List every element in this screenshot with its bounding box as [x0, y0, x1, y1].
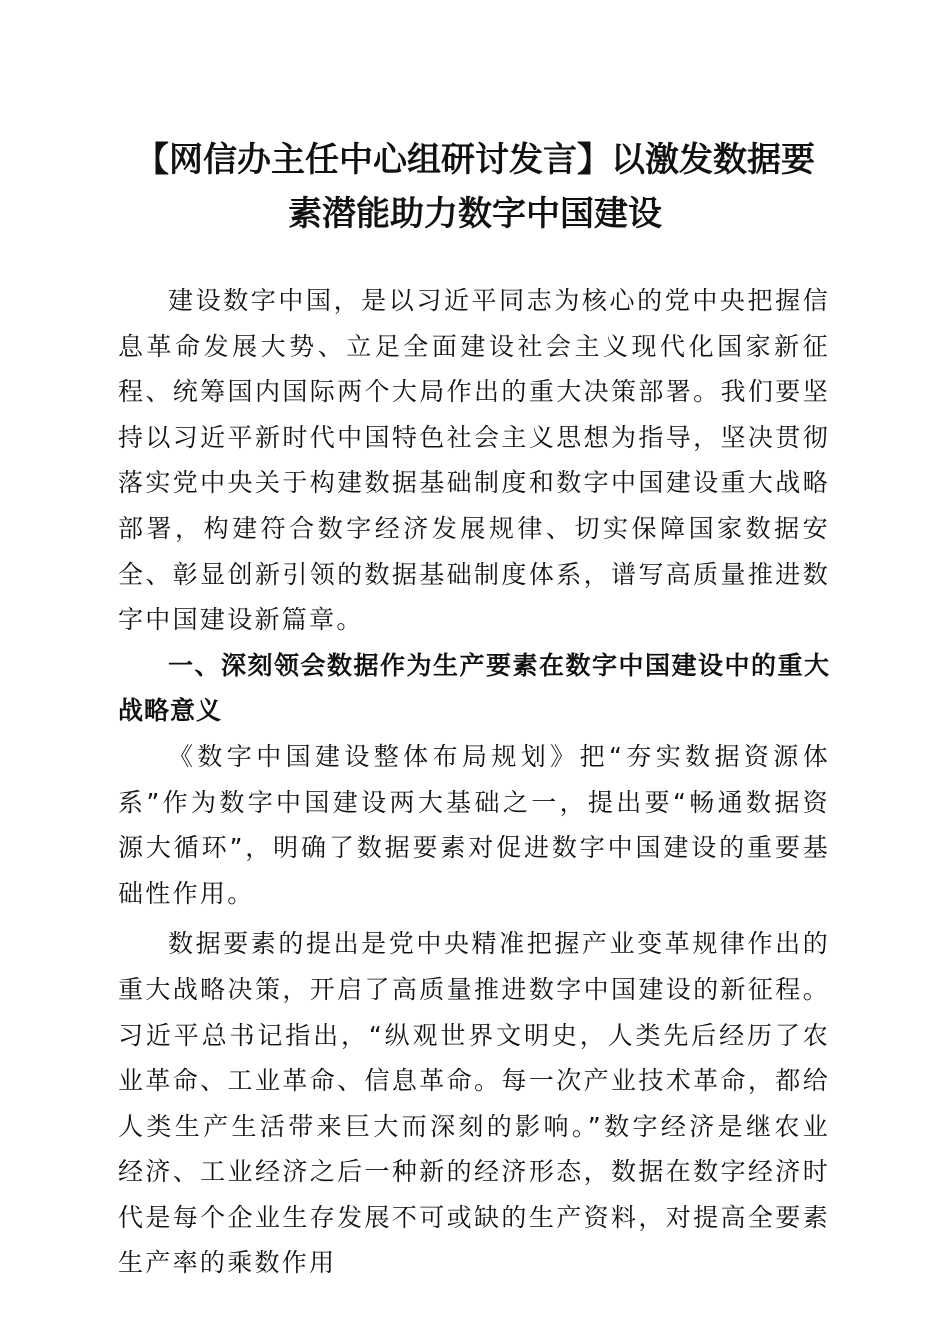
intro-paragraph: 建设数字中国，是以习近平同志为核心的党中央把握信息革命发展大势、立足全面建设社会主义现代化国家新征程、统筹国内国际两个大局作出的重大决策部署。我们要坚持以习近平新时代中国特色社会主义思想为指导，坚决贯彻落实党中央关于构建数据基础制度和数字中国建设重大战略部署，构建符合数字经济发展规律、切实保障国家数据安全、彰显创新引领的数据基础制度体系，谱写高质量推进数字中国建设新篇章。	[118, 286, 830, 635]
title-line-2: 素潜能助力数字中国建设	[288, 194, 662, 234]
title-line-1: 【网信办主任中心组研讨发言】以激发数据要	[135, 140, 815, 180]
body-paragraph-2: 数据要素的提出是党中央精准把握产业变革规律作出的重大战略决策，开启了高质量推进数字中国建设的新征程。习近平总书记指出，“纵观世界文明史，人类先后经历了农业革命、工业革命、信息革命。每一次产业技术革命，都给人类生产生活带来巨大而深刻的影响。”数字经济是继农业经济、工业经济之后一种新的经济形态，数据在数字经济时代是每个企业生存发展不可或缺的生产资料，对提高全要素生产率的乘数作用	[118, 929, 830, 1278]
document-body	[118, 278, 830, 1286]
document-title	[110, 133, 840, 241]
body-paragraph-1: 《数字中国建设整体布局规划》把“夯实数据资源体系”作为数字中国建设两大基础之一，提出要“畅通数据资源大循环”，明确了数据要素对促进数字中国建设的重要基础性作用。	[118, 741, 830, 908]
section-heading-1: 一、深刻领会数据作为生产要素在数字中国建设中的重大战略意义	[118, 650, 830, 726]
